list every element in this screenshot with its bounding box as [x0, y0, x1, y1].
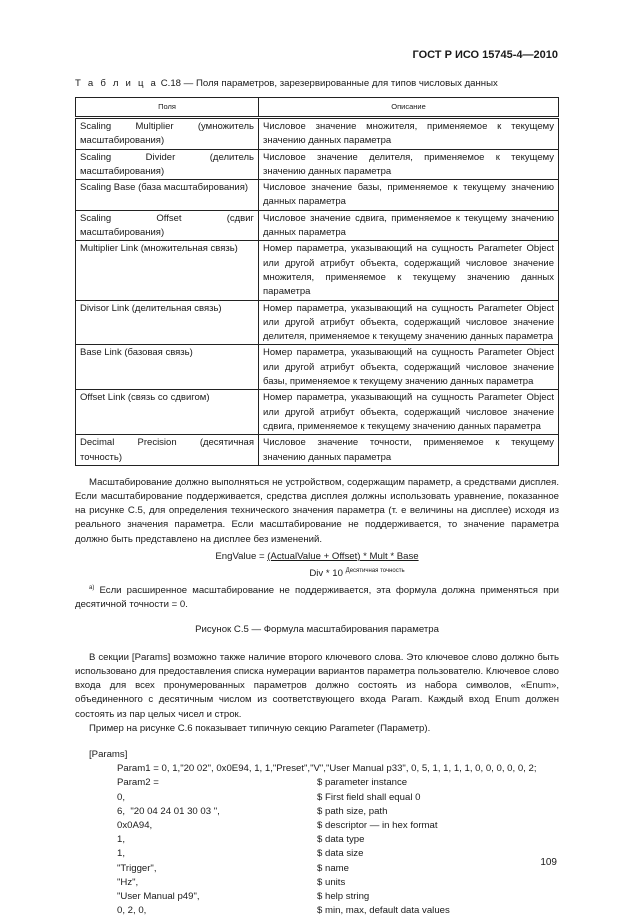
code-comment: $ descriptor — in hex format	[317, 820, 438, 832]
description-cell: Числовое значение точности, применяемое к текущему значению данных параметра	[259, 435, 559, 466]
table-row	[76, 210, 559, 241]
description-cell: Числовое значение базы, применяемое к текущему значению данных параметра	[259, 180, 559, 211]
code-text: 0, 2, 0,	[117, 905, 147, 917]
code-text: 6, "20 04 24 01 30 03 ",	[117, 805, 220, 817]
paragraph-scaling: Масштабирование должно выполняться не устройством, содержащим параметр, а средствами дисплея. Если масштабирование поддерживается, средства дисплея должны использовать уравнение, показанное на рисунке С.5, для определения технического значения параметра (т. е величины на дисплее) исходя из реального значения параметра. Если масштабирование не поддерживается, то значение параметра должно быть представлено на дисплее без изменений.	[75, 476, 559, 545]
code-comment: $ First field shall equal 0	[317, 791, 421, 803]
table-row	[76, 149, 559, 180]
code-line	[89, 791, 559, 805]
table-caption-text: С.18 — Поля параметров, зарезервированные для типов числовых данных	[160, 78, 498, 89]
code-param1-text: Param1 = 0, 1,"20 02", 0x0E94, 1, 1,"Preset","V","User Manual p33", 0, 5, 1, 1, 1, 1, 0, 0, 0, 0, 0, 2;	[117, 763, 537, 775]
table-row	[76, 390, 559, 435]
table-header-row	[76, 98, 559, 118]
code-comment: $ data type	[317, 834, 365, 846]
description-cell: Числовое значение сдвига, применяемое к текущему значению данных параметра	[259, 210, 559, 241]
code-text: 1,	[117, 848, 126, 860]
code-comment: $ min, max, default data values	[317, 905, 450, 917]
table-row	[76, 241, 559, 300]
field-cell: Scaling Base (база масштабирования)	[76, 180, 259, 211]
table-row	[76, 180, 559, 211]
formula	[75, 549, 559, 581]
code-text: Param2 =	[117, 777, 159, 789]
code-line	[89, 805, 559, 819]
field-cell: Scaling Offset (сдвиг масштабирования)	[76, 210, 259, 241]
description-cell: Номер параметра, указывающий на сущность Parameter Object или другой атрибут объекта, содержащий числовое значение сдвига, применяемое к текущему значению данных параметра	[259, 390, 559, 435]
figure-caption: Рисунок С.5 — Формула масштабирования параметра	[195, 623, 439, 635]
description-cell: Номер параметра, указывающий на сущность Parameter Object или другой атрибут объекта, содержащий числовое значение делителя, применяемое к текущему значению данных параметра	[259, 300, 559, 345]
formula-denominator: Div * 10	[309, 568, 343, 580]
code-text: 0x0A94,	[117, 820, 153, 832]
code-text: "Hz",	[117, 876, 139, 888]
code-text: 1,	[117, 834, 126, 846]
code-line	[89, 776, 559, 790]
code-comment: $ data size	[317, 848, 364, 860]
page-number: 109	[540, 857, 557, 868]
code-comment: $ path size, path	[317, 805, 388, 817]
field-cell: Decimal Precision (десятичная точность)	[76, 435, 259, 466]
description-cell: Номер параметра, указывающий на сущность Parameter Object или другой атрибут объекта, содержащий числовое значение базы, применяемое к текущему значению данных параметра	[259, 345, 559, 390]
code-line	[89, 862, 559, 876]
code-param1	[89, 762, 559, 776]
table-row	[76, 118, 559, 150]
code-line	[89, 847, 559, 861]
code-example	[89, 748, 559, 918]
code-text: 0,	[117, 791, 126, 803]
paragraph-enum: В секции [Params] возможно также наличие второго ключевого слова. Это ключевое слово должно быть использовано для предоставления списка нумерации вариантов параметра пользователю. Ключевое слово входа для всех пронумерованных параметров должно состоять из набора символов, «Enum», объединенного с десятичным числом из соответствующего входа Param. Каждый вход Enum должен состоять из пар целых чисел и строк.	[75, 651, 559, 720]
footnote-mark: а)	[89, 585, 95, 592]
description-cell: Номер параметра, указывающий на сущность Parameter Object или другой атрибут объекта, содержащий числовое значение множителя, применяемое к текущему значению данных параметра	[259, 241, 559, 300]
formula-line	[75, 549, 559, 564]
field-cell: Scaling Multiplier (умножитель масштабирования)	[76, 118, 259, 150]
formula-footnote	[75, 581, 559, 613]
table-row	[76, 300, 559, 345]
code-line	[89, 876, 559, 890]
code-section: [Params]	[89, 749, 128, 761]
field-cell: Divisor Link (делительная связь)	[76, 300, 259, 345]
code-line	[89, 890, 559, 904]
column-header-description: Описание	[259, 98, 559, 118]
formula-denominator-line	[75, 564, 559, 581]
formula-numerator: (ActualValue + Offset) * Mult * Base	[267, 550, 419, 562]
code-text: "User Manual p49",	[117, 891, 200, 903]
field-cell: Scaling Divider (делитель масштабирования)	[76, 149, 259, 180]
page-body	[75, 77, 559, 918]
paragraph-example: Пример на рисунке С.6 показывает типичную секцию Parameter (Параметр).	[89, 722, 431, 734]
field-cell: Multiplier Link (множительная связь)	[76, 241, 259, 300]
code-line	[89, 904, 559, 918]
footnote-text: Если расширенное масштабирование не поддерживается, эта формула должна применяться при десятичной точности = 0.	[75, 585, 559, 611]
table-row	[76, 345, 559, 390]
formula-exponent: Десятичная точность	[345, 567, 405, 574]
column-header-fields: Поля	[76, 98, 259, 118]
code-text: "Trigger",	[117, 862, 157, 874]
code-line	[89, 833, 559, 847]
code-comment: $ units	[317, 876, 346, 888]
table-caption	[75, 77, 559, 90]
table-caption-prefix: Т а б л и ц а	[75, 78, 159, 89]
code-comment: $ name	[317, 862, 349, 874]
field-cell: Offset Link (связь со сдвигом)	[76, 390, 259, 435]
code-line	[89, 819, 559, 833]
code-comment: $ help string	[317, 891, 370, 903]
description-cell: Числовое значение множителя, применяемое к текущему значению данных параметра	[259, 118, 559, 150]
table-row	[76, 435, 559, 466]
code-comment: $ parameter instance	[317, 777, 408, 789]
field-cell: Base Link (базовая связь)	[76, 345, 259, 390]
description-cell: Числовое значение делителя, применяемое к текущему значению данных параметра	[259, 149, 559, 180]
formula-lhs: EngValue =	[215, 550, 268, 562]
standard-header: ГОСТ Р ИСО 15745-4—2010	[412, 49, 558, 61]
parameter-fields-table	[75, 97, 559, 466]
